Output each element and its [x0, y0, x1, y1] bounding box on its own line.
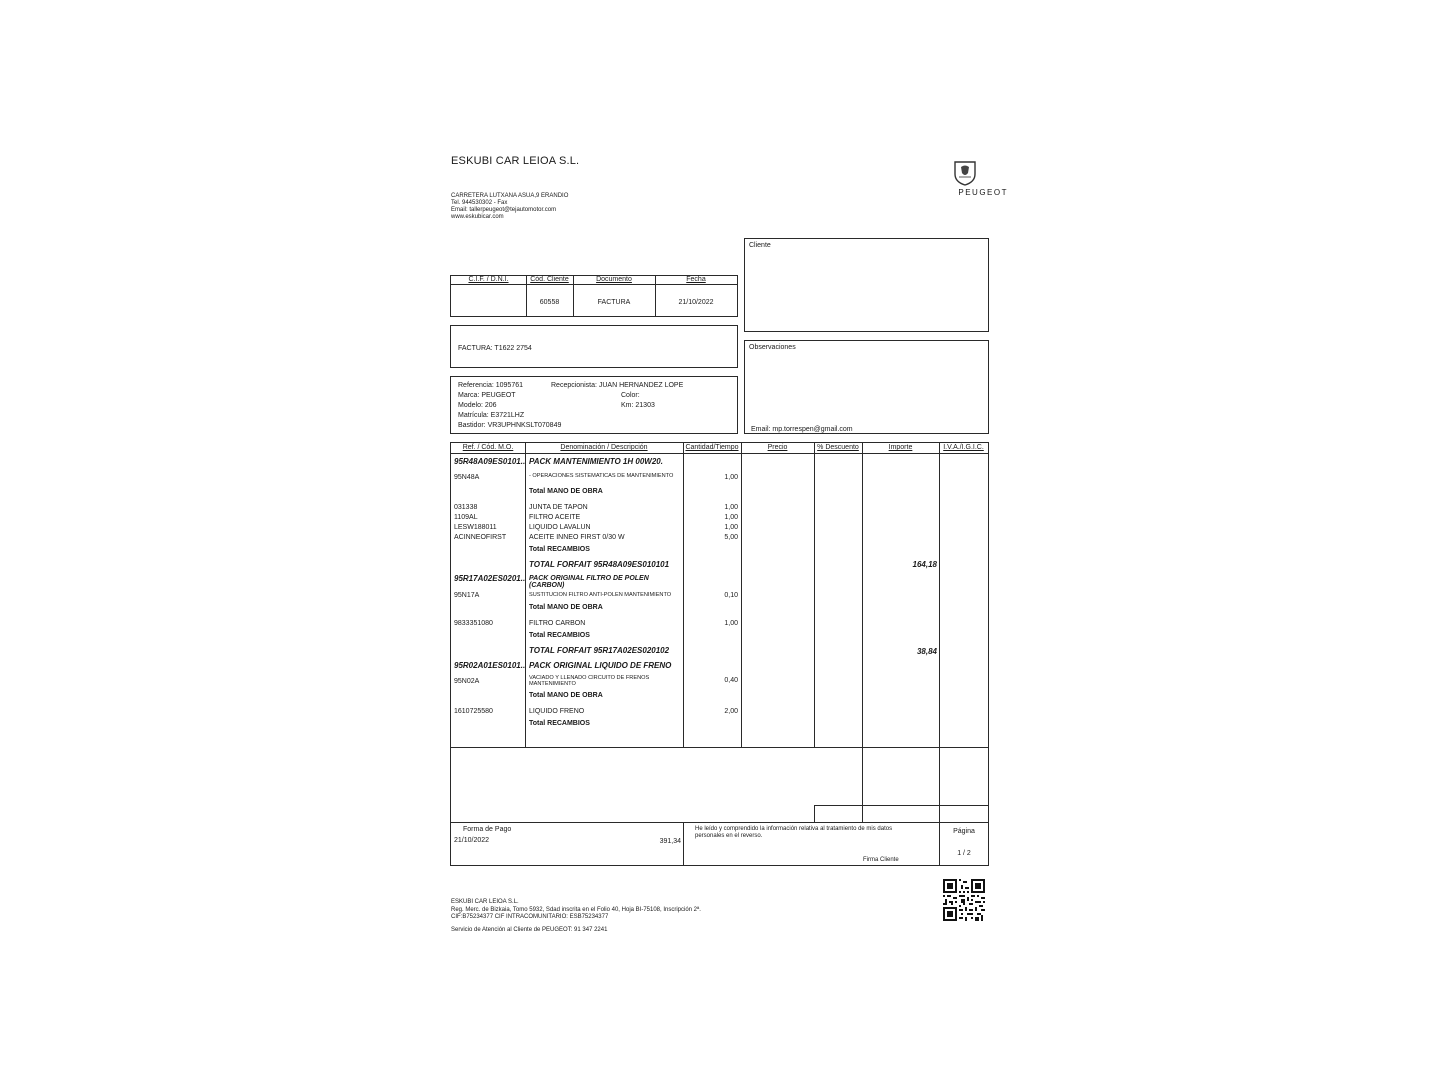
- brand-logo: [940, 160, 1008, 200]
- doc-value-documento: FACTURA: [597, 299, 631, 306]
- vehicle-km: Km: 21303: [621, 402, 655, 409]
- table-row-desc: Total RECAMBIOS: [529, 546, 590, 553]
- vehicle-box: [450, 376, 738, 434]
- table-row-desc-cont: MANTENIMIENTO: [529, 681, 576, 687]
- vehicle-marca: Marca: PEUGEOT: [458, 392, 516, 399]
- table-row-qty: 1,00: [724, 474, 738, 481]
- footer-registry: Reg. Merc. de Bizkaia, Tomo 5932, Sdad inscrita en el Folio 40, Hoja BI-75108, Inscripción 2ª.: [451, 907, 701, 913]
- table-row-ref: 1109AL: [454, 514, 478, 521]
- vehicle-recepcionista: Recepcionista: JUAN HERNANDEZ LOPE: [551, 382, 684, 389]
- col-header-desc: Denominación / Descripción: [560, 444, 648, 451]
- doc-header-table: [450, 275, 738, 317]
- table-row-ref: 031338: [454, 504, 478, 511]
- company-name: ESKUBI CAR LEIOA S.L.: [451, 155, 580, 167]
- table-row-ref: ACINNEOFIRST: [454, 534, 507, 541]
- vehicle-color: Color:: [621, 392, 640, 399]
- table-row-ref: LESW188011: [454, 524, 497, 531]
- table-row-qty: 1,00: [724, 620, 738, 627]
- payment-date: 21/10/2022: [454, 837, 490, 844]
- col-header-importe: Importe: [888, 444, 913, 451]
- table-row-desc: Total MANO DE OBRA: [529, 692, 603, 699]
- table-row-ref: 95N17A: [454, 592, 480, 599]
- table-row-ref: 9833351080: [454, 620, 493, 627]
- privacy-text-cont: personales en el reverso.: [695, 833, 763, 839]
- table-row-desc: PACK MANTENIMIENTO 1H 00W20.: [529, 457, 663, 466]
- footer-info-row: [450, 822, 989, 866]
- table-row-qty: 5,00: [724, 534, 738, 541]
- vehicle-referencia: Referencia: 1095761: [458, 382, 523, 389]
- company-address-line: CARRETERA LUTXANA ASUA,9 ERANDIO: [451, 193, 569, 199]
- table-row-desc: PACK ORIGINAL LIQUIDO DE FRENO: [529, 661, 672, 670]
- lion-icon: [940, 160, 990, 186]
- company-address-line: Email: tallerpeugeot@tejautomotor.com: [451, 207, 557, 213]
- table-row-ref: 95N48A: [454, 474, 480, 481]
- table-row-ref: 95R48A09ES0101..: [454, 457, 526, 466]
- table-row-qty: 1,00: [724, 514, 738, 521]
- table-row-importe: 164,18: [912, 560, 937, 569]
- table-row-qty: 1,00: [724, 504, 738, 511]
- col-header-ref: Ref. / Cód. M.O.: [462, 444, 514, 451]
- invoice-number-box: [450, 325, 738, 368]
- page-label: Página: [953, 828, 975, 835]
- table-row-ref: 95R02A01ES0101..: [454, 661, 526, 670]
- table-row-desc: - OPERACIONES SISTEMATICAS DE MANTENIMIENTO: [529, 473, 674, 479]
- qr-code-icon: [943, 879, 985, 921]
- totals-area: [450, 747, 989, 823]
- table-row-desc: TOTAL FORFAIT 95R17A02ES020102: [529, 646, 670, 655]
- col-header-precio: Precio: [767, 444, 788, 451]
- client-email: Email: mp.torrespen@gmail.com: [751, 426, 853, 433]
- table-row-desc: LIQUIDO LAVALUN: [529, 524, 591, 531]
- table-row-desc: TOTAL FORFAIT 95R48A09ES010101: [529, 560, 670, 569]
- company-address-line: www.eskubicar.com: [451, 214, 504, 220]
- table-row-desc: Total MANO DE OBRA: [529, 604, 603, 611]
- observaciones-label: Observaciones: [749, 344, 796, 351]
- company-address-line: Tel. 944530302 - Fax: [451, 200, 508, 206]
- table-row-ref: 95N02A: [454, 678, 480, 685]
- payment-label: Forma de Pago: [463, 826, 512, 833]
- footer-company: ESKUBI CAR LEIOA S.L.: [451, 899, 519, 905]
- table-row-desc: LIQUIDO FRENO: [529, 708, 585, 715]
- vehicle-modelo: Modelo: 206: [458, 402, 497, 409]
- col-header-descuento: % Descuento: [817, 444, 859, 451]
- doc-header-cod-cliente: Cód. Cliente: [530, 276, 569, 283]
- table-row-qty: 0,10: [724, 592, 738, 599]
- table-row-ref: 95R17A02ES0201..: [454, 574, 526, 583]
- table-row-qty: 0,40: [724, 677, 738, 684]
- table-row-qty: 2,00: [724, 708, 738, 715]
- table-row-desc: FILTRO ACEITE: [529, 514, 581, 521]
- table-row-desc-cont: (CARBON): [529, 582, 565, 589]
- table-row-desc: ACEITE INNEO FIRST 0/30 W: [529, 534, 625, 541]
- table-row-desc: FILTRO CARBON: [529, 620, 586, 627]
- invoice-number: FACTURA: T1622 2754: [458, 345, 532, 352]
- footer-service: Servicio de Atención al Cliente de PEUGEOT: 91 347 2241: [451, 927, 608, 933]
- doc-header-cif: C.I.F. / D.N.I.: [468, 276, 509, 283]
- table-row-ref: 1610725580: [454, 708, 493, 715]
- table-row-desc: PACK ORIGINAL FILTRO DE POLEN: [529, 575, 649, 582]
- page-number: 1 / 2: [957, 850, 971, 857]
- vehicle-matricula: Matrícula: E3721LHZ: [458, 412, 525, 419]
- doc-value-fecha: 21/10/2022: [678, 299, 714, 306]
- doc-value-cod-cliente: 60558: [539, 299, 560, 306]
- observaciones-box: [744, 340, 989, 434]
- client-label: Cliente: [749, 242, 771, 249]
- payment-amount: 391,34: [659, 838, 681, 845]
- firma-cliente: Firma Cliente: [863, 857, 899, 863]
- col-header-qty: Cantidad/Tiempo: [685, 444, 739, 451]
- vehicle-bastidor: Bastidor: VR3UPHNKSLT070849: [458, 422, 562, 429]
- client-box: [744, 238, 989, 332]
- table-row-desc: VACIADO Y LLENADO CIRCUITO DE FRENOS: [529, 675, 650, 681]
- brand-name: PEUGEOT: [958, 188, 1008, 197]
- doc-header-documento: Documento: [596, 276, 632, 283]
- col-header-iva: I.V.A./I.G.I.C.: [943, 444, 984, 451]
- table-row-desc: Total MANO DE OBRA: [529, 488, 603, 495]
- table-row-qty: 1,00: [724, 524, 738, 531]
- table-row-desc: Total RECAMBIOS: [529, 632, 590, 639]
- table-row-importe: 38,84: [916, 647, 937, 656]
- items-table: [450, 442, 989, 748]
- table-row-desc: SUSTITUCION FILTRO ANTI-POLEN MANTENIMIENTO: [529, 592, 672, 598]
- table-row-desc: Total RECAMBIOS: [529, 720, 590, 727]
- privacy-text: He leído y comprendido la información relativa al tratamiento de mis datos: [695, 826, 893, 832]
- footer-cif: CIF:B75234377 CIF INTRACOMUNITARIO: ESB75234377: [451, 914, 609, 920]
- doc-header-fecha: Fecha: [686, 276, 706, 283]
- table-row-desc: JUNTA DE TAPON: [529, 504, 588, 511]
